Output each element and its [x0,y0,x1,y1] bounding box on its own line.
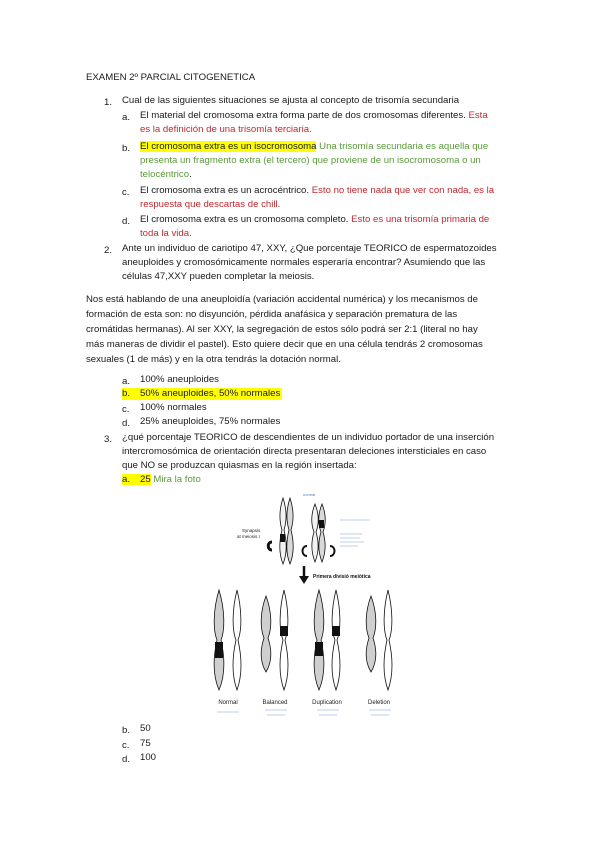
explanation-line: más maneras de dividir el pastel). Esto quiere decir que en una célula tendrás 2 cromosomas [86,339,483,350]
option-letter: a. [122,376,131,387]
option-letter: c. [122,187,130,198]
question-number: 1. [104,97,113,108]
option-comment-cont: respuesta que descartas de chill. [140,199,281,210]
option-letter: d. [122,754,131,765]
top-chromosome-pair-1 [280,498,293,564]
option-comment-cont: es la definición de una trisomía terciaria. [140,124,312,135]
explanation-line: formación de esta son: no disyunción, pérdida anafásica y separación prematura de las [86,309,458,320]
explanation-line: sexuales (1 de más) y en la otra tendrás la dotación normal. [86,354,341,365]
synapsis-label: at meiosis I [237,534,260,539]
balanced-pair [261,590,288,690]
label-deletion: Deletion [367,700,391,706]
explanation-line: cromátidas hermanas). Al ser XXY, la segregación de estos sólo podrá ser 2:1 (literal no hay [86,324,478,335]
option-comment-cont: toda la vida. [140,228,192,239]
option-text: El cromosoma extra es un cromosoma completo. [140,214,349,225]
question-text-line: células 47,XXY pueden completar la meiosis. [122,271,315,282]
option-letter: b. [122,725,131,736]
question-number: 3. [104,434,113,445]
option-letter: b. [122,388,131,399]
answer-line [122,474,201,486]
question-number: 2. [104,245,113,256]
question-text-line: que NO se produzcan quiasmas en la región insertada: [122,460,357,471]
option-text: El material del cromosoma extra forma parte de dos cromosomas diferentes. [140,110,466,121]
option-letter: d. [122,216,131,227]
option-letter: c. [122,404,130,415]
option-letter: a. [122,474,131,485]
option-line-1 [140,214,489,226]
option-comment: Una trisomía secundaria es aquella que [319,141,489,152]
normal-pair [214,590,241,690]
option-letter: d. [122,418,131,429]
chromosome-diagram [195,490,409,722]
question-text-line: Ante un individuo de cariotipo 47, XXY, ¿Que porcentaje TEORICO de espermatozoides [122,243,497,254]
option-text: 50% aneuploides, 50% normales [140,388,281,399]
answer-value: 25 [140,474,151,485]
deletion-pair [366,590,392,690]
explanation-line: Nos está hablando de una aneuploidía (variación accidental numérica) y los mecanismos de [86,294,478,305]
first-division-label: Primera divisió meiòtica [313,574,371,580]
answer-note: Mira la foto [153,474,201,485]
top-chromosome-pair-2 [303,504,335,562]
duplication-pair [314,590,340,690]
option-comment: Esto no tiene nada que ver con nada, es la [311,185,495,196]
meiosis-figure [195,490,409,722]
option-text: 100% normales [140,402,207,413]
option-line-1 [140,185,494,197]
option-text: 100% aneuploides [140,374,219,385]
label-duplication: Duplication [312,700,342,706]
option-line-1 [140,141,488,153]
page-title: EXAMEN 2º PARCIAL CITOGENETICA [86,72,256,83]
question-text: Cual de las siguientes situaciones se ajusta al concepto de trisomía secundaria [122,95,460,106]
option-text: 25% aneuploides, 75% normales [140,416,281,427]
option-comment: Esta [468,110,488,121]
option-comment: Esto es una trisomía primaria de [351,214,490,225]
question-text-line: aneuploides y cromosómicamente normales esperaría encontrar? Asumiendo que las [122,257,486,268]
answer-highlighted [122,474,151,485]
period: . [189,169,192,180]
option-line-1 [140,110,488,122]
option-text: El cromosoma extra es un acrocéntrico. [140,185,310,196]
option-letter: b. [122,143,131,154]
synapsis-label: Synapsis [242,528,261,533]
option-text-highlighted: El cromosoma extra es un isocromosoma [140,141,317,152]
label-normal: Normal [218,700,238,706]
option-text: 100 [140,752,157,763]
option-comment-cont [140,169,192,181]
option-letter: a. [122,112,131,123]
question-text-line: intercromosómica de orientación directa presentaran deleciones intersticiales en caso [122,446,487,457]
option-comment-cont: presenta un fragmento extra (el tercero) que proviene de un isocromosoma o un [140,155,481,166]
handwritten-notes-bottom [217,710,391,715]
question-text-line: ¿qué porcentaje TEORICO de descendientes de un individuo portador de una inserción [122,432,495,443]
handwritten-notes [340,520,370,546]
option-text: 75 [140,738,151,749]
option-text: 50 [140,723,151,734]
label-balanced: Balanced [262,700,288,706]
top-label-normal: normal [303,492,316,497]
option-comment-end: telocéntrico [140,169,190,180]
option-letter: c. [122,740,130,751]
option-highlighted [122,388,282,400]
